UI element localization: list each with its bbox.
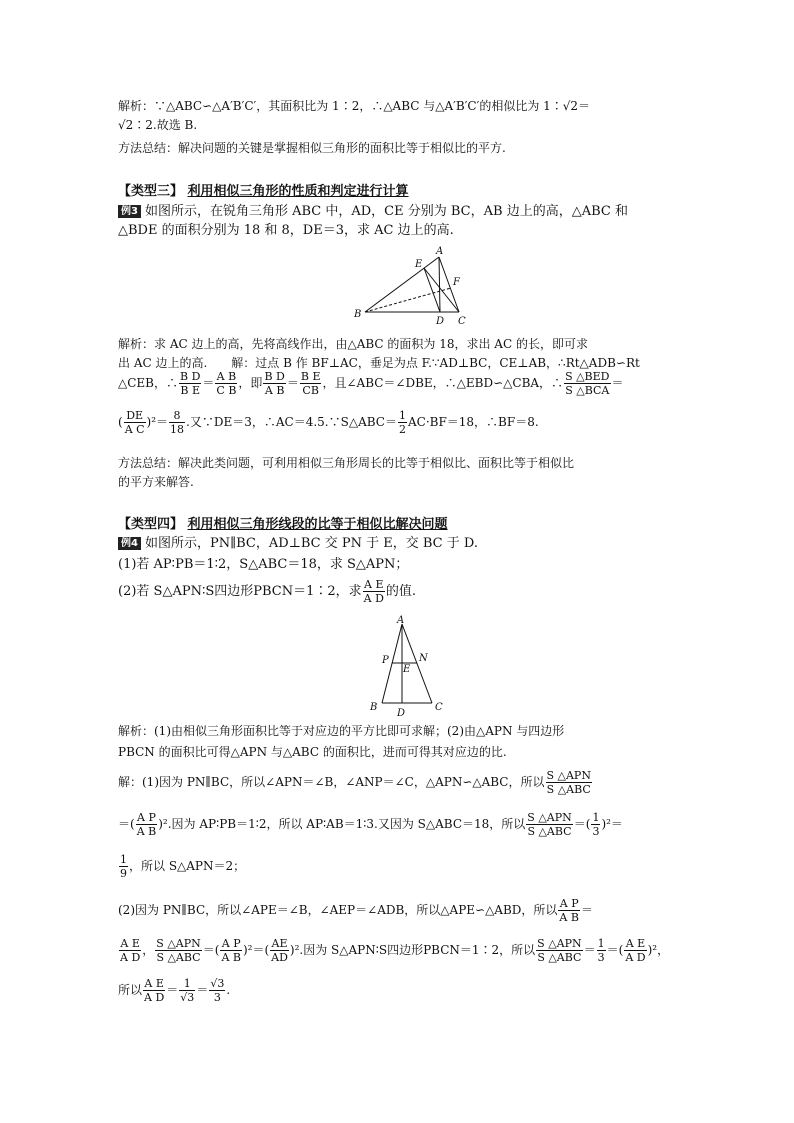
- heading-tag: 【类型四】: [118, 517, 184, 532]
- fraction: $\frac{\text{A P}}{\text{A B}}$: [559, 897, 579, 924]
- solution-line: ( $\frac{DE}{\text{A C}}$ )²＝ $\frac{8}{18}$ .又∵DE＝3，∴AC＝4.5.∵S△ABC＝ $\frac{1}{2}$ AC·BF＝18，∴BF＝8.: [118, 409, 539, 436]
- fraction: $\frac{\text{A E}}{\text{A D}}$: [120, 937, 141, 964]
- solution-line: 出 AC 边上的高. 解：过点 B 作 BF⊥AC，垂足为点 F.∵AD⊥BC，CE⊥AB，∴Rt△ADB∽Rt: [118, 356, 640, 370]
- section-heading-type4: [118, 516, 448, 534]
- fraction: $\frac{1}{3}$: [597, 937, 605, 964]
- question-line: (2)若 S△APN∶S四边形PBCN＝1∶2，求 $\frac{\text{A E}}{\text{A D}}$ 的值.: [118, 578, 417, 605]
- triangle-figure-1: [350, 246, 480, 328]
- point-label: P: [382, 655, 389, 666]
- solution-line: ＝( $\frac{\text{A P}}{\text{A B}}$ )².因为 AP∶PB＝1∶2，所以 AP∶AB＝1∶3.又因为 S△ABC＝18，所以 S △APN S △ABC ＝( $\frac{1}{3}$ )²＝: [118, 811, 623, 838]
- question-line: 例4 如图所示，PN∥BC，AD⊥BC 交 PN 于 E，交 BC 于 D.: [118, 535, 478, 553]
- solution-line: $\frac{1}{9}$ ，所以 S△APN＝2；: [120, 853, 246, 880]
- fraction: $\frac{AE}{AD}$: [271, 937, 288, 964]
- solution-line: 解：(1)因为 PN∥BC，所以∠APN＝∠B，∠ANP＝∠C，△APN∽△ABC，所以 S △APN S △ABC: [118, 769, 591, 796]
- solution-line: 所以 $\frac{\text{A E}}{\text{A D}}$ ＝ $\frac{1}{√3}$ ＝ $\frac{√3}{3}$ .: [118, 977, 231, 1004]
- point-label: F: [453, 277, 460, 288]
- analysis-line: 解析：求 AC 边上的高，先将高线作出，由△ABC 的面积为 18，求出 AC 的长，即可求: [118, 337, 588, 351]
- fraction: $\frac{\text{A E}}{\text{A D}}$: [363, 578, 384, 605]
- fraction: $\frac{8}{18}$: [170, 409, 185, 436]
- fraction: S △APN S △ABC: [546, 769, 591, 796]
- fraction: S △APN S △ABC: [156, 937, 201, 964]
- fraction: S △APN S △ABC: [537, 937, 582, 964]
- fraction: S △BED S △BCA: [565, 370, 610, 397]
- solution-line: (2)因为 PN∥BC，所以∠APE＝∠B，∠AEP＝∠ADB，所以△APE∽△ABD，所以 $\frac{\text{A P}}{\text{A B}}$ ＝: [118, 897, 593, 924]
- point-label: A: [397, 615, 405, 626]
- fraction: S △APN S △ABC: [527, 811, 572, 838]
- question-line: (1)若 AP∶PB＝1∶2，S△ABC＝18，求 S△APN；: [118, 557, 409, 572]
- question-line: 例3 如图所示，在锐角三角形 ABC 中，AD，CE 分别为 BC，AB 边上的高，△ABC 和: [118, 203, 628, 221]
- triangle-figure-2: [365, 614, 455, 720]
- point-label: E: [415, 259, 423, 270]
- fraction: $\frac{\text{B E}}{CB}$: [300, 370, 321, 397]
- fraction: $\frac{1}{√3}$: [180, 977, 195, 1004]
- fraction: $\frac{\text{B D}}{\text{B E}}$: [180, 370, 201, 397]
- point-label: C: [435, 702, 443, 713]
- example-badge: 例4: [118, 537, 141, 550]
- fraction: $\frac{1}{9}$: [120, 853, 127, 880]
- point-label: D: [397, 708, 406, 719]
- fraction: $\frac{√3}{3}$: [210, 977, 225, 1004]
- point-label: E: [403, 664, 411, 675]
- point-label: C: [458, 316, 466, 327]
- fraction: $\frac{\text{A E}}{\text{A D}}$: [625, 937, 646, 964]
- method-summary: 的平方来解答.: [118, 475, 194, 489]
- fraction: $\frac{\text{B D}}{\text{A B}}$: [264, 370, 285, 397]
- method-summary: 方法总结：解决此类问题，可利用相似三角形周长的比等于相似比、面积比等于相似比: [118, 456, 575, 470]
- heading-title: 利用相似三角形的性质和判定进行计算: [187, 184, 409, 199]
- heading-tag: 【类型三】: [118, 184, 184, 199]
- solution-line: $\frac{\text{A E}}{\text{A D}}$ ， S △APN S △ABC ＝( $\frac{\text{A P}}{\text{A B}}$ )²＝( $\frac{AE}{AD}$ )².因为 S△APN∶S四边形PBCN＝1∶2，所以 S △APN S △ABC ＝ $\frac{1}{3}$ ＝( $\frac{\text{A E}}{\text{A D}}$ )²，: [120, 937, 670, 964]
- method-summary: 方法总结：解决问题的关键是掌握相似三角形的面积比等于相似比的平方.: [118, 141, 506, 155]
- fraction: $\frac{DE}{\text{A C}}$: [124, 409, 145, 436]
- point-label: B: [354, 309, 362, 320]
- heading-title: 利用相似三角形线段的比等于相似比解决问题: [187, 517, 448, 532]
- analysis-line: 解析：∵△ABC∽△A′B′C′，其面积比为 1∶2，∴△ABC 与△A′B′C′的相似比为 1∶√2＝: [118, 99, 591, 113]
- question-line: △BDE 的面积分别为 18 和 8，DE＝3，求 AC 边上的高.: [118, 223, 454, 238]
- analysis-line: PBCN 的面积比可得△APN 与△ABC 的面积比，进而可得其对应边的比.: [118, 745, 507, 759]
- section-heading-type3: [118, 183, 409, 201]
- point-label: A: [436, 246, 444, 257]
- fraction: $\frac{\text{A B}}{\text{C B}}$: [216, 370, 237, 397]
- fraction: $\frac{1}{2}$: [398, 409, 406, 436]
- fraction: $\frac{1}{3}$: [592, 811, 600, 838]
- fraction: $\frac{\text{A E}}{\text{A D}}$: [144, 977, 165, 1004]
- point-label: D: [436, 316, 445, 327]
- analysis-line: √2∶2.故选 B.: [118, 118, 198, 132]
- point-label: N: [419, 653, 428, 664]
- fraction: $\frac{\text{A P}}{\text{A B}}$: [221, 937, 241, 964]
- fraction: $\frac{\text{A P}}{\text{A B}}$: [136, 811, 157, 838]
- point-label: B: [370, 702, 378, 713]
- solution-line: △CEB，∴ $\frac{\text{B D}}{\text{B E}}$ ＝ $\frac{\text{A B}}{\text{C B}}$ ，即 $\frac{\text{B D}}{\text{A B}}$ ＝ $\frac{\text{B E}}{CB}$ ，且∠ABC＝∠DBE，∴△EBD∽△CBA，∴ S △BED S △BCA ＝: [118, 370, 624, 397]
- analysis-line: 解析：(1)由相似三角形面积比等于对应边的平方比即可求解；(2)由△APN 与四边形: [118, 724, 565, 738]
- example-badge: 例3: [118, 205, 141, 218]
